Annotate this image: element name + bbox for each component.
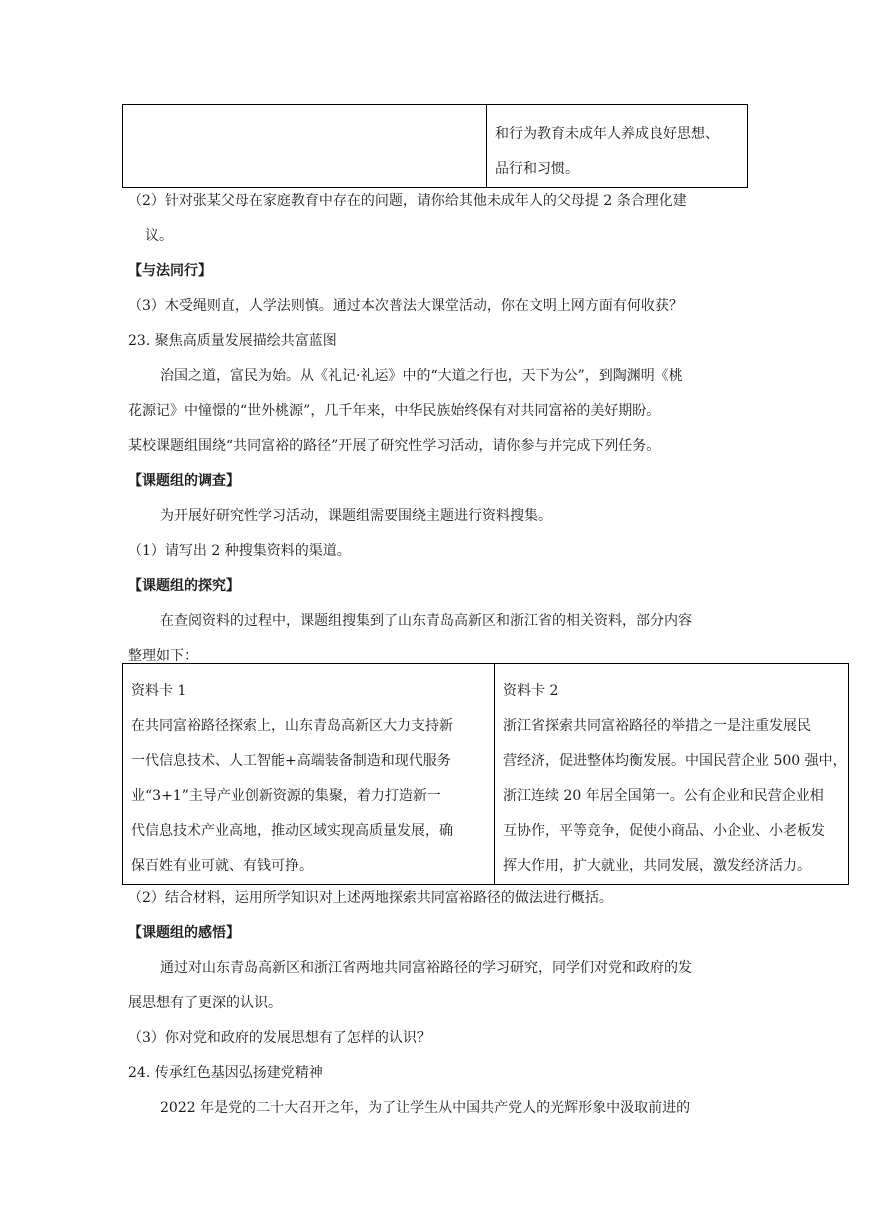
material-card-line: 浙江省探索共同富裕路径的举措之一是注重发展民 (503, 718, 811, 734)
material-card-line: 挥大作用，扩大就业，共同发展，激发经济活力。 (503, 858, 811, 874)
section-heading-law: 【与法同行】 (128, 263, 212, 279)
material-card-title: 资料卡 2 (503, 683, 559, 699)
paragraph-23-line2: 花源记》中憧憬的“世外桃源”，几千年来，中华民族始终保有对共同富裕的美好期盼。 (128, 403, 661, 419)
paragraph-survey: 为开展好研究性学习活动，课题组需要围绕主题进行资料搜集。 (160, 508, 552, 524)
continued-table (122, 104, 748, 188)
paragraph-23-line1: 治国之道，富民为始。从《礼记·礼运》中的“大道之行也，天下为公”，到陶渊明《桃 (160, 368, 683, 384)
paragraph-explore-line1: 在查阅资料的过程中，课题组搜集到了山东青岛高新区和浙江省的相关资料，部分内容 (160, 613, 692, 629)
question-23-3: （3）你对党和政府的发展思想有了怎样的认识？ (128, 1030, 431, 1046)
material-card-1 (123, 664, 495, 885)
paragraph-feel-line2: 展思想有了更深的认识。 (128, 995, 282, 1011)
material-card-line: 浙江连续 20 年居全国第一。公有企业和民营企业相 (503, 788, 824, 804)
paragraph-24-line1: 2022 年是党的二十大召开之年，为了让学生从中国共产党人的光辉形象中汲取前进的 (160, 1100, 691, 1116)
material-card-line: 业“3+1”主导产业创新资源的集聚，着力打造新一 (131, 788, 441, 804)
section-heading-survey: 【课题组的调查】 (128, 473, 240, 489)
table-right-cell (487, 105, 748, 188)
question-22-3: （3）木受绳则直，人学法则慎。通过本次普法大课堂活动，你在文明上网方面有何收获？ (128, 298, 683, 314)
table-right-line: 和行为教育未成年人养成良好思想、 (495, 126, 719, 142)
question-23-1: （1）请写出 2 种搜集资料的渠道。 (128, 543, 351, 559)
material-cards-table (122, 663, 849, 885)
material-card-line: 在共同富裕路径探索上，山东青岛高新区大力支持新 (131, 718, 453, 734)
material-card-title: 资料卡 1 (131, 683, 187, 699)
paragraph-feel-line1: 通过对山东青岛高新区和浙江省两地共同富裕路径的学习研究，同学们对党和政府的发 (160, 960, 692, 976)
section-heading-feel: 【课题组的感悟】 (128, 925, 240, 941)
question-22-2-line1: （2）针对张某父母在家庭教育中存在的问题，请你给其他未成年人的父母提 2 条合理化建 (128, 193, 687, 209)
table-left-cell (123, 105, 487, 188)
material-card-line: 营经济，促进整体均衡发展。中国民营企业 500 强中， (503, 753, 847, 769)
material-card-line: 保百姓有业可就、有钱可挣。 (131, 858, 313, 874)
question-23-2: （2）结合材料，运用所学知识对上述两地探索共同富裕路径的做法进行概括。 (128, 890, 613, 906)
material-card-line: 一代信息技术、人工智能+高端装备制造和现代服务 (131, 753, 451, 769)
material-card-line: 互协作，平等竞争，促使小商品、小企业、小老板发 (503, 823, 825, 839)
material-card-line: 代信息技术产业高地，推动区域实现高质量发展，确 (131, 823, 453, 839)
question-24-title: 24. 传承红色基因弘扬建党精神 (128, 1065, 323, 1081)
question-22-2-line2: 议。 (145, 228, 173, 244)
material-card-2 (495, 664, 849, 885)
section-heading-explore: 【课题组的探究】 (128, 578, 240, 594)
paragraph-23-line3: 某校课题组围绕“共同富裕的路径”开展了研究性学习活动，请你参与并完成下列任务。 (128, 438, 661, 454)
paragraph-explore-line2: 整理如下： (128, 648, 198, 664)
question-23-title: 23. 聚焦高质量发展描绘共富蓝图 (128, 333, 337, 349)
table-right-line: 品行和习惯。 (495, 161, 579, 177)
